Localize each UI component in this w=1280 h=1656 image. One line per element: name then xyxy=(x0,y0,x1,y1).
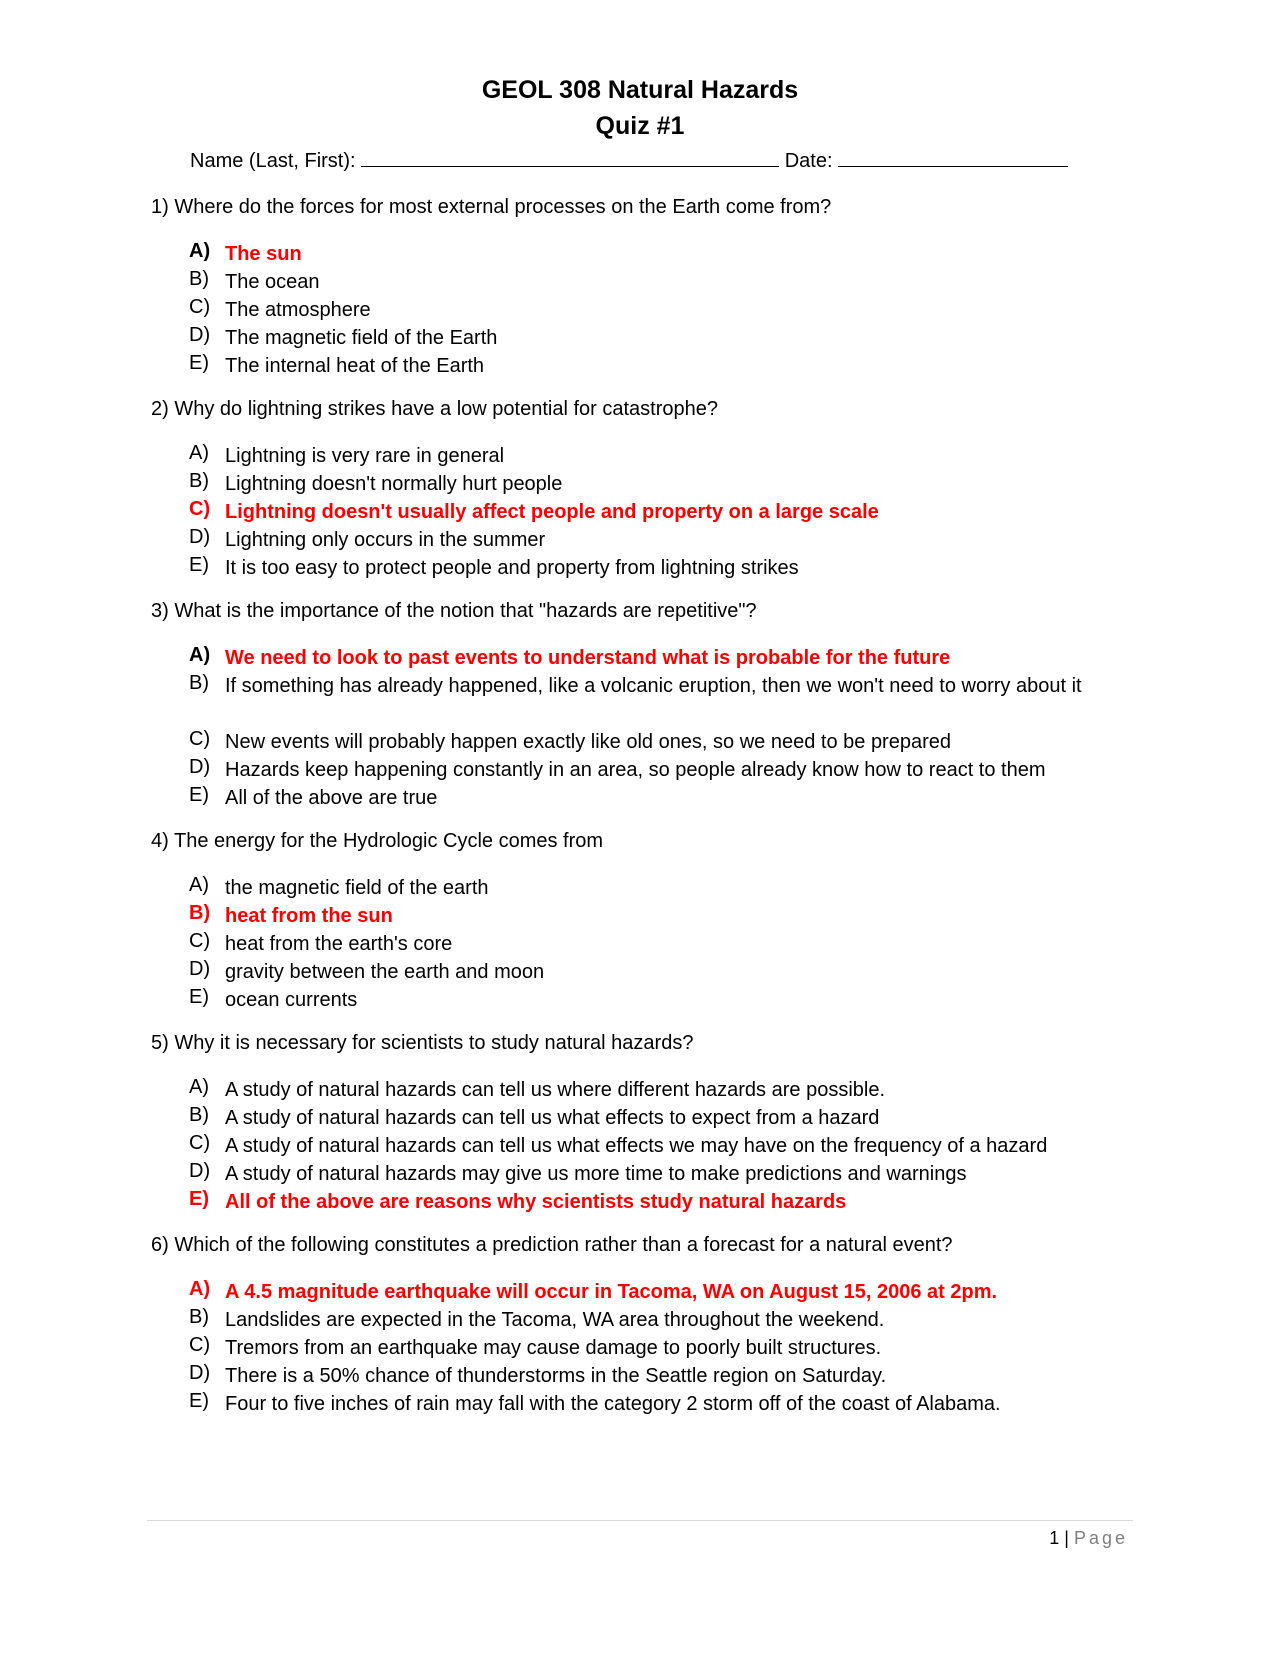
page-footer xyxy=(1049,1528,1128,1549)
option-text: Landslides are expected in the Tacoma, WA area throughout the weekend. xyxy=(225,1309,885,1331)
q2-option-c-correct xyxy=(189,498,1129,521)
option-text: heat from the sun xyxy=(225,905,393,927)
q2-option-a xyxy=(189,442,1129,465)
option-letter: C) xyxy=(189,1334,211,1356)
quiz-number-title: Quiz #1 xyxy=(595,112,685,140)
option-letter: C) xyxy=(189,1132,211,1154)
option-text: A study of natural hazards can tell us where different hazards are possible. xyxy=(225,1079,886,1101)
option-text: The internal heat of the Earth xyxy=(225,355,485,377)
option-text: A 4.5 magnitude earthquake will occur in Tacoma, WA on August 15, 2006 at 2pm. xyxy=(225,1281,998,1303)
option-letter: A) xyxy=(189,874,209,896)
option-letter: D) xyxy=(189,324,211,346)
option-letter: B) xyxy=(189,902,211,924)
option-letter: D) xyxy=(189,958,211,980)
option-text: ocean currents xyxy=(225,989,358,1011)
option-letter: E) xyxy=(189,352,209,374)
date-label: Date: xyxy=(784,150,833,172)
q4-option-d xyxy=(189,958,1129,981)
option-text: New events will probably happen exactly like old ones, so we need to be prepared xyxy=(225,731,951,753)
option-text: There is a 50% chance of thunderstorms in the Seattle region on Saturday. xyxy=(225,1365,887,1387)
page-separator: | xyxy=(1064,1528,1069,1548)
q2-option-e xyxy=(189,554,1129,577)
option-letter: E) xyxy=(189,1390,209,1412)
option-text: Tremors from an earthquake may cause damage to poorly built structures. xyxy=(225,1337,882,1359)
option-text: Four to five inches of rain may fall with the category 2 storm off of the coast of Alabama. xyxy=(225,1393,1001,1415)
q1-option-b xyxy=(189,268,1129,291)
option-letter: A) xyxy=(189,1278,211,1300)
option-text: The sun xyxy=(225,243,302,265)
question-5: 5) Why it is necessary for scientists to study natural hazards? xyxy=(151,1032,694,1054)
option-letter: D) xyxy=(189,1160,211,1182)
option-letter: C) xyxy=(189,296,211,318)
page-label: Page xyxy=(1073,1528,1128,1548)
date-field-blank[interactable] xyxy=(838,150,1068,167)
quiz-course-title: GEOL 308 Natural Hazards xyxy=(481,76,799,104)
q4-option-a xyxy=(189,874,1129,897)
q4-option-c xyxy=(189,930,1129,953)
option-text: A study of natural hazards may give us more time to make predictions and warnings xyxy=(225,1163,967,1185)
q5-option-d xyxy=(189,1160,1129,1183)
question-3: 3) What is the importance of the notion that "hazards are repetitive"? xyxy=(151,600,757,622)
option-letter: A) xyxy=(189,1076,209,1098)
question-1: 1) Where do the forces for most external processes on the Earth come from? xyxy=(151,196,832,218)
q6-option-c xyxy=(189,1334,1129,1357)
q3-option-e xyxy=(189,784,1129,807)
option-text: Hazards keep happening constantly in an area, so people already know how to react to them xyxy=(225,759,1046,781)
option-letter: B) xyxy=(189,1104,209,1126)
q1-option-e xyxy=(189,352,1129,375)
q6-option-d xyxy=(189,1362,1129,1385)
q4-option-b-correct xyxy=(189,902,1129,925)
q4-option-e xyxy=(189,986,1129,1009)
q1-option-d xyxy=(189,324,1129,347)
option-text: The ocean xyxy=(225,271,320,293)
option-text: It is too easy to protect people and property from lightning strikes xyxy=(225,557,799,579)
option-letter: B) xyxy=(189,470,209,492)
option-letter: B) xyxy=(189,1306,209,1328)
option-text: We need to look to past events to understand what is probable for the future xyxy=(225,647,951,669)
option-letter: B) xyxy=(189,268,209,290)
q5-option-a xyxy=(189,1076,1129,1099)
option-letter: E) xyxy=(189,1188,209,1210)
q1-option-c xyxy=(189,296,1129,319)
option-letter: D) xyxy=(189,526,211,548)
option-text: A study of natural hazards can tell us what effects we may have on the frequency of a hazard xyxy=(225,1135,1048,1157)
option-text: The magnetic field of the Earth xyxy=(225,327,498,349)
option-letter: D) xyxy=(189,1362,211,1384)
footer-divider xyxy=(147,1520,1133,1521)
question-6: 6) Which of the following constitutes a prediction rather than a forecast for a natural event? xyxy=(151,1234,953,1256)
q3-option-c xyxy=(189,728,1129,751)
option-text: If something has already happened, like a volcanic eruption, then we won't need to worry about it xyxy=(225,675,1082,697)
option-letter: C) xyxy=(189,498,211,520)
q2-option-b xyxy=(189,470,1129,493)
option-text: heat from the earth's core xyxy=(225,933,453,955)
q5-option-b xyxy=(189,1104,1129,1127)
option-letter: B) xyxy=(189,672,209,694)
option-letter: A) xyxy=(189,442,209,464)
option-letter: C) xyxy=(189,930,211,952)
q3-option-a-correct xyxy=(189,644,1129,667)
q5-option-c xyxy=(189,1132,1129,1155)
option-text: the magnetic field of the earth xyxy=(225,877,489,899)
name-label: Name (Last, First): xyxy=(190,150,356,172)
q6-option-e xyxy=(189,1390,1129,1413)
name-field-blank[interactable] xyxy=(361,150,779,167)
option-text: Lightning doesn't usually affect people and property on a large scale xyxy=(225,501,879,523)
option-text: All of the above are true xyxy=(225,787,438,809)
option-text: Lightning doesn't normally hurt people xyxy=(225,473,563,495)
option-letter: D) xyxy=(189,756,211,778)
option-text: A study of natural hazards can tell us what effects to expect from a hazard xyxy=(225,1107,880,1129)
option-letter: E) xyxy=(189,986,209,1008)
q6-option-b xyxy=(189,1306,1129,1329)
option-text: Lightning is very rare in general xyxy=(225,445,505,467)
option-letter: C) xyxy=(189,728,211,750)
q1-option-a-correct xyxy=(189,240,1129,263)
option-letter: A) xyxy=(189,644,211,666)
option-text: gravity between the earth and moon xyxy=(225,961,545,983)
option-text: Lightning only occurs in the summer xyxy=(225,529,546,551)
option-text: All of the above are reasons why scientists study natural hazards xyxy=(225,1191,847,1213)
option-letter: E) xyxy=(189,784,209,806)
q3-option-b xyxy=(189,672,1129,695)
page-number: 1 xyxy=(1049,1528,1060,1548)
name-date-line xyxy=(190,150,1068,173)
question-4: 4) The energy for the Hydrologic Cycle comes from xyxy=(151,830,604,852)
q3-option-d xyxy=(189,756,1129,779)
q6-option-a-correct xyxy=(189,1278,1129,1301)
option-letter: E) xyxy=(189,554,209,576)
question-2: 2) Why do lightning strikes have a low potential for catastrophe? xyxy=(151,398,718,420)
q2-option-d xyxy=(189,526,1129,549)
option-text: The atmosphere xyxy=(225,299,371,321)
option-letter: A) xyxy=(189,240,211,262)
q5-option-e-correct xyxy=(189,1188,1129,1211)
